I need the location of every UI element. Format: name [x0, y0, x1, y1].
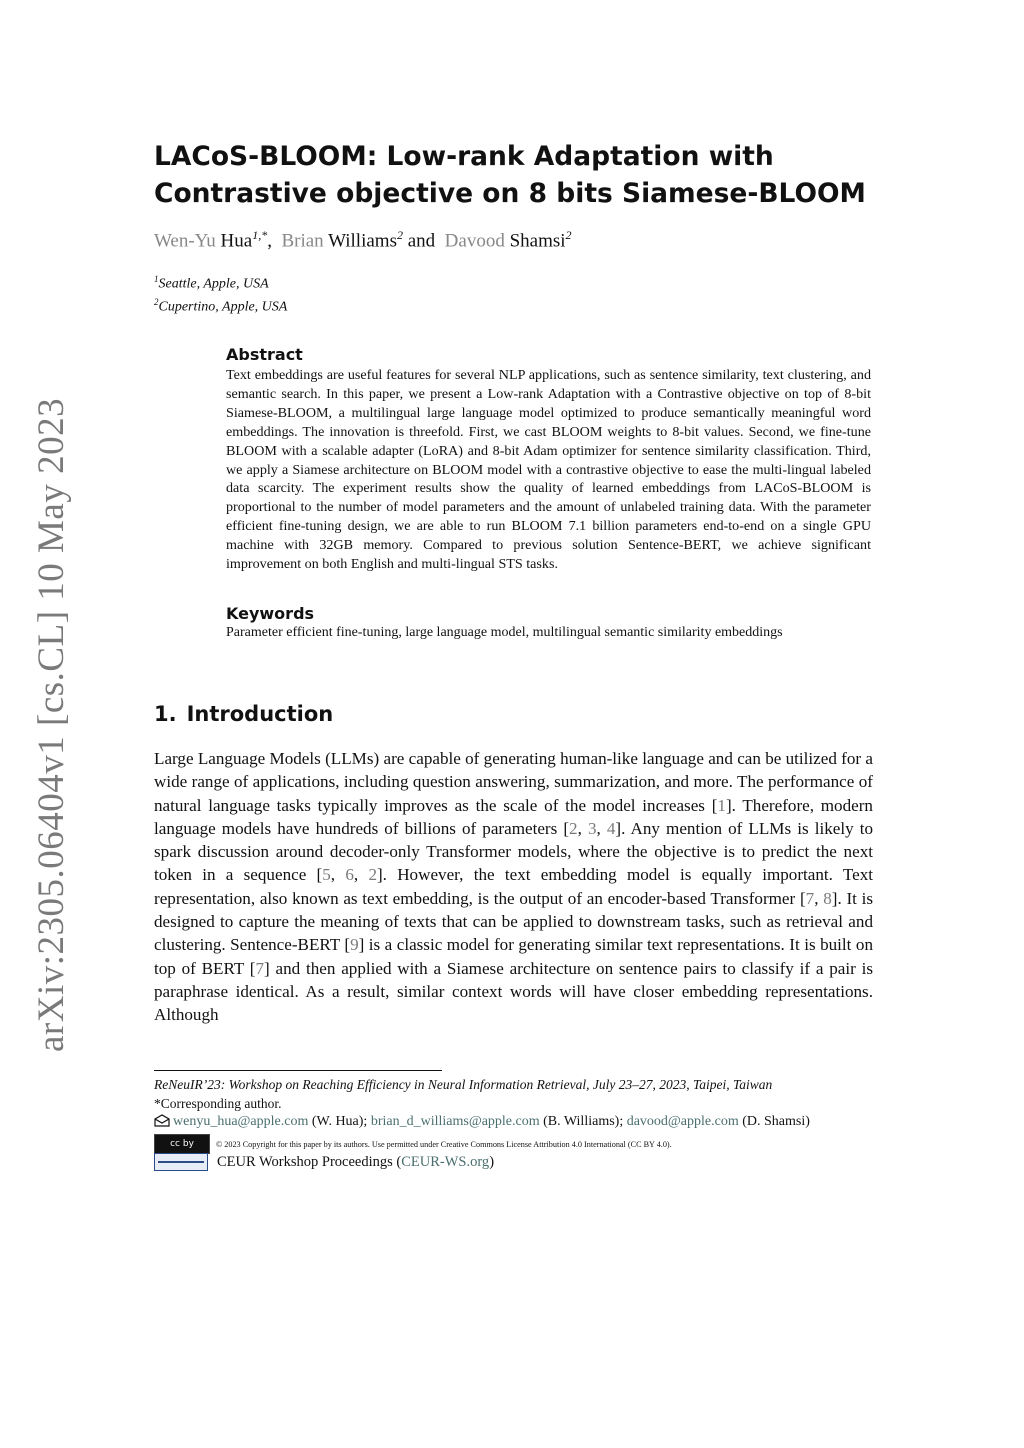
intro-text: Large Language Models (LLMs) are capable of generating human-like language and can be utilized for a wide range of applications, including question answering, summarization, and more. The performance of natural language tasks typically improves as the scale of the model increases [ — [154, 749, 873, 815]
footnote-rule — [154, 1070, 442, 1071]
affiliation-text: Cupertino, Apple, USA — [158, 299, 288, 315]
citation-link[interactable]: 2 — [569, 818, 578, 838]
ceur-label: CEUR Workshop Proceedings ( — [217, 1153, 402, 1170]
intro-text: , — [814, 888, 824, 908]
intro-text: ]. It is designed to capture the meaning of texts that can be applied to downstream tasks, such as retrieval and clustering. Sentence-BERT [ — [154, 888, 874, 955]
email-link[interactable]: wenyu_hua@apple.com — [173, 1114, 309, 1129]
citation-link[interactable]: 4 — [606, 818, 616, 838]
author-family-name: Shamsi — [509, 230, 566, 252]
introduction-paragraph — [154, 747, 873, 1027]
citation-link[interactable]: 8 — [823, 888, 832, 908]
section-title: Introduction — [186, 702, 334, 726]
email-owner: (D. Shamsi) — [738, 1114, 810, 1129]
abstract-text: Text embeddings are useful features for several NLP applications, such as sentence similarity, text clustering, and semantic search. In this paper, we present a Low-rank Adaptation with a Contrastive objective on top of 8-bit Siamese-BLOOM, a multilingual large language model optimized to produce semantically meaningful word embeddings. The innovation is threefold. First, we cast BLOOM weights to 8-bit values. Second, we fine-tune BLOOM with a scalable adapter (LoRA) and 8-bit Adam optimizer for sentence similarity classification. Third, we apply a Siamese architecture on BLOOM model with a contrastive objective to ease the multi-lingual labeled data scarcity. The experiment results show the quality of learned embeddings from LACoS-BLOOM is proportional to the number of model parameters and the amount of unlabeled training data. With the parameter efficient fine-tuning design, we are able to run BLOOM 7.1 billion parameters end-to-end on a single GPU machine with 32GB memory. Compared to previous solution Sentence-BERT, we achieve significant improvement on both English and multi-lingual STS tasks. — [226, 367, 871, 573]
citation-link[interactable]: 6 — [345, 865, 354, 885]
envelope-icon — [154, 1114, 170, 1127]
email-owner: (B. Williams); — [539, 1114, 627, 1129]
author-separator: and — [402, 230, 445, 252]
cc-by-badge[interactable]: cc by — [154, 1134, 210, 1154]
keywords-text: Parameter efficient fine-tuning, large language model, multilingual semantic similarity embeddings — [226, 625, 783, 640]
citation-link[interactable]: 9 — [350, 935, 359, 955]
paper-title — [154, 138, 874, 212]
section-number: 1. — [154, 702, 177, 726]
affiliation-number: 2 — [154, 297, 159, 307]
citation-link[interactable]: 1 — [717, 795, 726, 815]
affiliation-1 — [154, 274, 269, 293]
title-line-2: Contrastive objective on 8 bits Siamese-BLOOM — [154, 178, 866, 209]
intro-text: , — [353, 865, 369, 885]
email-link[interactable]: brian_d_williams@apple.com — [370, 1114, 540, 1129]
author-given-name: Brian — [281, 230, 329, 252]
author-list — [154, 228, 572, 252]
ceur-link[interactable]: CEUR-WS.org — [401, 1153, 490, 1170]
footnote-venue: ReNeuIR’23: Workshop on Reaching Efficiency in Neural Information Retrieval, July 23–27, 2023, Taipei, Taiwan — [154, 1077, 773, 1092]
affiliation-number: 1 — [154, 274, 159, 284]
affiliation-2 — [154, 297, 287, 316]
author-given-name: Wen-Yu — [154, 230, 221, 252]
email-list — [173, 1114, 810, 1129]
citation-link[interactable]: 3 — [587, 818, 597, 838]
citation-link[interactable]: 7 — [805, 888, 815, 908]
author-superscript: 1,* — [252, 228, 268, 242]
section-heading-introduction — [154, 702, 333, 726]
author-family-name: Williams — [328, 230, 397, 252]
footnote-emails — [154, 1114, 810, 1130]
author-given-name: Davood — [444, 230, 510, 252]
license-text: © 2023 Copyright for this paper by its authors. Use permitted under Creative Commons License Attribution 4.0 International (CC BY 4.0). — [216, 1139, 672, 1149]
ceur-line — [217, 1154, 494, 1171]
author-family-name: Hua — [220, 230, 253, 252]
email-link[interactable]: davood@apple.com — [626, 1114, 739, 1129]
intro-text: ]. However, the text embedding model is equally important. Text representation, also known as text embedding, is the output of an encoder-based Transformer [ — [154, 865, 874, 908]
title-line-1: LACoS-BLOOM: Low-rank Adaptation with — [154, 141, 774, 172]
author-separator: , — [267, 230, 282, 252]
ceur-logo — [154, 1153, 208, 1171]
intro-text: ] is a classic model for generating similar text representations. It is built on top of BERT [ — [154, 935, 873, 978]
keywords-heading: Keywords — [226, 604, 315, 623]
citation-link[interactable]: 5 — [322, 865, 331, 885]
affiliation-text: Seattle, Apple, USA — [158, 276, 269, 292]
footnote-license — [154, 1134, 672, 1154]
citation-link[interactable]: 7 — [255, 958, 265, 978]
intro-text: , — [577, 818, 588, 838]
ceur-close: ) — [489, 1153, 495, 1170]
citation-link[interactable]: 2 — [368, 865, 377, 885]
arxiv-side-stamp: arXiv:2305.06404v1 [cs.CL] 10 May 2023 — [31, 397, 72, 1052]
author-superscript: 2 — [396, 228, 403, 242]
author-superscript: 2 — [565, 228, 572, 242]
footnote-ceur — [154, 1153, 494, 1171]
email-owner: (W. Hua); — [308, 1114, 371, 1129]
intro-text: ] and then applied with a Siamese architecture on sentence pairs to classify if a pair is paraphrase identical. As a result, similar context words will have closer embedding representations. Although — [154, 958, 873, 1025]
abstract-heading: Abstract — [226, 345, 303, 364]
intro-text: , — [596, 818, 607, 838]
footnote-corresponding-author: *Corresponding author. — [154, 1096, 282, 1111]
intro-text: , — [330, 865, 346, 885]
intro-text: ]. Therefore, modern language models have hundreds of billions of parameters [ — [154, 795, 873, 838]
intro-text: ]. Any mention of LLMs is likely to spark discussion around decoder-only Transformer models, where the objective is to predict the next token in a sequence [ — [154, 818, 874, 885]
